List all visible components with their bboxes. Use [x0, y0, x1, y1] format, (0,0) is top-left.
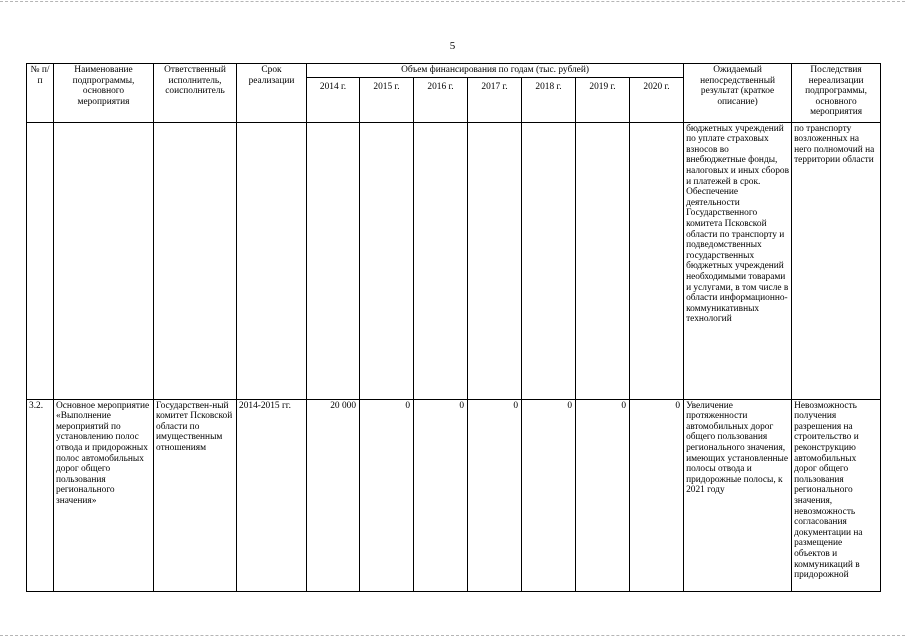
header-term: Срок реализации	[237, 64, 307, 123]
cell-empty	[414, 122, 468, 399]
page-number: 5	[449, 40, 456, 52]
header-year-2018: 2018 г.	[522, 77, 576, 122]
cell-empty	[27, 122, 54, 399]
header-funding-group: Объем финансирования по годам (тыс. рублей)	[307, 64, 684, 78]
cell-empty	[522, 122, 576, 399]
header-consequences-text: Последствия нереализации подпрограммы, основного мероприятия	[805, 65, 867, 118]
cell-consequences	[792, 399, 881, 591]
cell-row-number: 3.2.	[27, 399, 54, 591]
header-consequences	[792, 64, 881, 123]
cell-funding-2014: 20 000	[307, 399, 360, 591]
cell-expected-result-continued: бюджетных учреждений по уплате страховых взносов во внебюджетные фонды, налоговых и иных сборов и платежей в срок. Обеспечение деятельности Государственного комитета Псковской области по транспорту и подведомственных государственных бюджетных учреждений необходимыми товарами и услугами, в том числе в области информационно-коммуникативных технологий	[684, 122, 792, 399]
cell-empty	[237, 122, 307, 399]
table-row-3-2	[27, 399, 881, 591]
cell-empty	[468, 122, 522, 399]
cell-executor: Государствен-ный комитет Псковской области по имущественным отношениям	[154, 399, 237, 591]
header-year-2015: 2015 г.	[360, 77, 414, 122]
header-year-2014: 2014 г.	[307, 77, 360, 122]
program-table	[26, 63, 881, 592]
header-expected-result: Ожидаемый непосредственный результат (краткое описание)	[684, 64, 792, 123]
header-year-2020: 2020 г.	[630, 77, 684, 122]
cell-term: 2014-2015 гг.	[237, 399, 307, 591]
cell-funding-2018: 0	[522, 399, 576, 591]
header-year-2016: 2016 г.	[414, 77, 468, 122]
cell-expected-result: Увеличение протяженности автомобильных дорог общего пользования регионального значения, имеющих установленные полосы отвода и придорожные полосы, к 2021 году	[684, 399, 792, 591]
cell-empty	[576, 122, 630, 399]
scan-edge-bottom	[0, 635, 905, 637]
cell-funding-2015: 0	[360, 399, 414, 591]
cell-consequences-text: Невозможность получения разрешения на строительство и реконструкцию автомобильных дорог общего пользования регионального значения, невозможность согласования документации на размещение объектов и коммуникаций в придорожной	[794, 400, 863, 581]
cell-funding-2020: 0	[630, 399, 684, 591]
cell-consequences-continued: по транспорту возложенных на него полномочий на территории области	[792, 122, 881, 399]
table-row-continued	[27, 122, 881, 399]
cell-funding-2017: 0	[468, 399, 522, 591]
header-year-2017: 2017 г.	[468, 77, 522, 122]
scan-edge-top	[0, 1, 905, 3]
cell-empty	[307, 122, 360, 399]
cell-empty	[54, 122, 154, 399]
header-executor: Ответственный исполнитель, соисполнитель	[154, 64, 237, 123]
header-row-1	[27, 64, 881, 78]
cell-empty	[154, 122, 237, 399]
header-name: Наименование подпрограммы, основного мероприятия	[54, 64, 154, 123]
header-num: № п/п	[27, 64, 54, 123]
cell-funding-2019: 0	[576, 399, 630, 591]
cell-empty	[360, 122, 414, 399]
cell-activity-name: Основное мероприятие «Выполнение мероприятий по установлению полос отвода и придорожных полос автомобильных дорог общего пользования регионального значения»	[54, 399, 154, 591]
cell-empty	[630, 122, 684, 399]
cell-funding-2016: 0	[414, 399, 468, 591]
header-year-2019: 2019 г.	[576, 77, 630, 122]
